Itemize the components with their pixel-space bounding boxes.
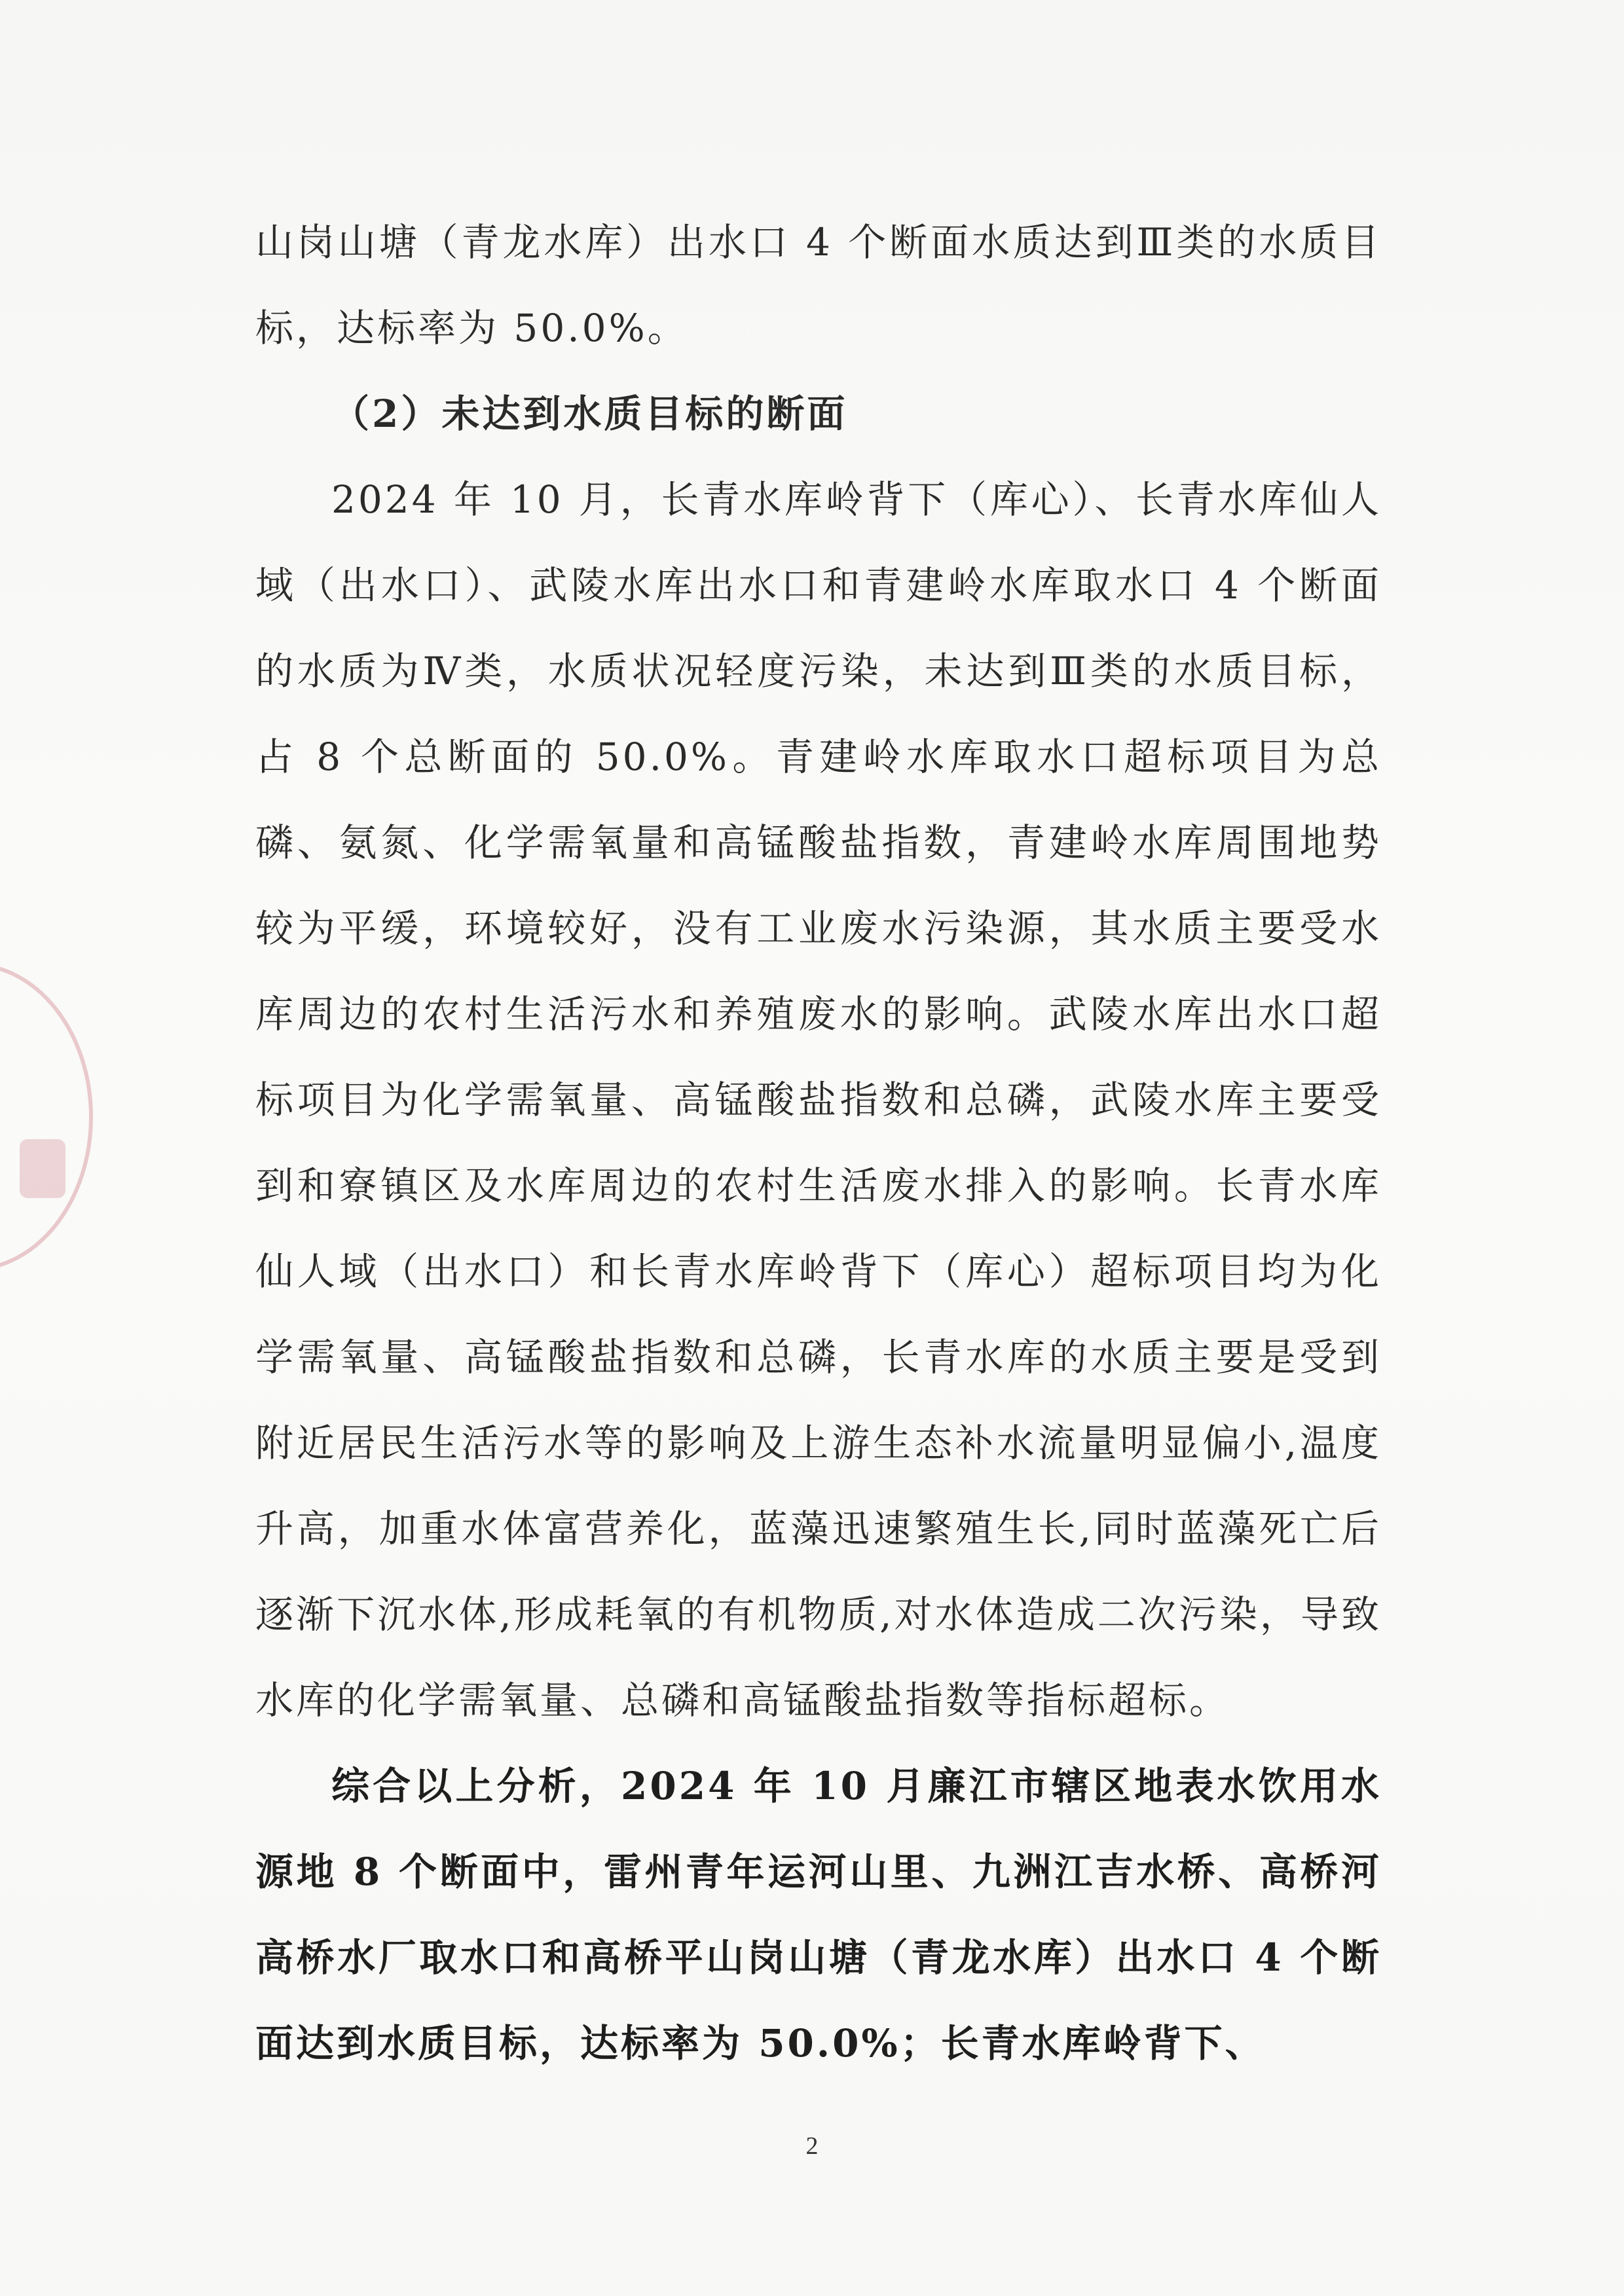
page-number: 2: [805, 2132, 819, 2160]
paragraph-continuation: 山岗山塘（青龙水库）出水口 4 个断面水质达到Ⅲ类的水质目标，达标率为 50.0%。: [255, 220, 1382, 350]
section-heading: （2）未达到水质目标的断面: [331, 392, 848, 436]
paragraph-summary: 综合以上分析，2024 年 10 月廉江市辖区地表水饮用水源地 8 个断面中，雷州青年运河山里、九洲江吉水桥、高桥河高桥水厂取水口和高桥平山岗山塘（青龙水库）出水口 4 个断面达到水质目标，达标率为 50.0%；长青水库岭背下、: [255, 1764, 1382, 2066]
document-body: [255, 200, 1382, 2086]
paragraph-analysis: 2024 年 10 月，长青水库岭背下（库心）、长青水库仙人域（出水口）、武陵水库出水口和青建岭水库取水口 4 个断面的水质为Ⅳ类，水质状况轻度污染，未达到Ⅲ类的水质目标，占 8 个总断面的 50.0%。青建岭水库取水口超标项目为总磷、氨氮、化学需氧量和高锰酸盐指数，青建岭水库周围地势较为平缓，环境较好，没有工业废水污染源，其水质主要受水库周边的农村生活污水和养殖废水的影响。武陵水库出水口超标项目为化学需氧量、高锰酸盐指数和总磷，武陵水库主要受到和寮镇区及水库周边的农村生活废水排入的影响。长青水库仙人域（出水口）和长青水库岭背下（库心）超标项目均为化学需氧量、高锰酸盐指数和总磷，长青水库的水质主要是受到附近居民生活污水等的影响及上游生态补水流量明显偏小,温度升高，加重水体富营养化，蓝藻迅速繁殖生长,同时蓝藻死亡后逐渐下沉水体,形成耗氧的有机物质,对水体造成二次污染，导致水库的化学需氧量、总磷和高锰酸盐指数等指标超标。: [255, 477, 1382, 1722]
seal-mark: [20, 1139, 65, 1198]
seal-stamp: [0, 962, 93, 1271]
